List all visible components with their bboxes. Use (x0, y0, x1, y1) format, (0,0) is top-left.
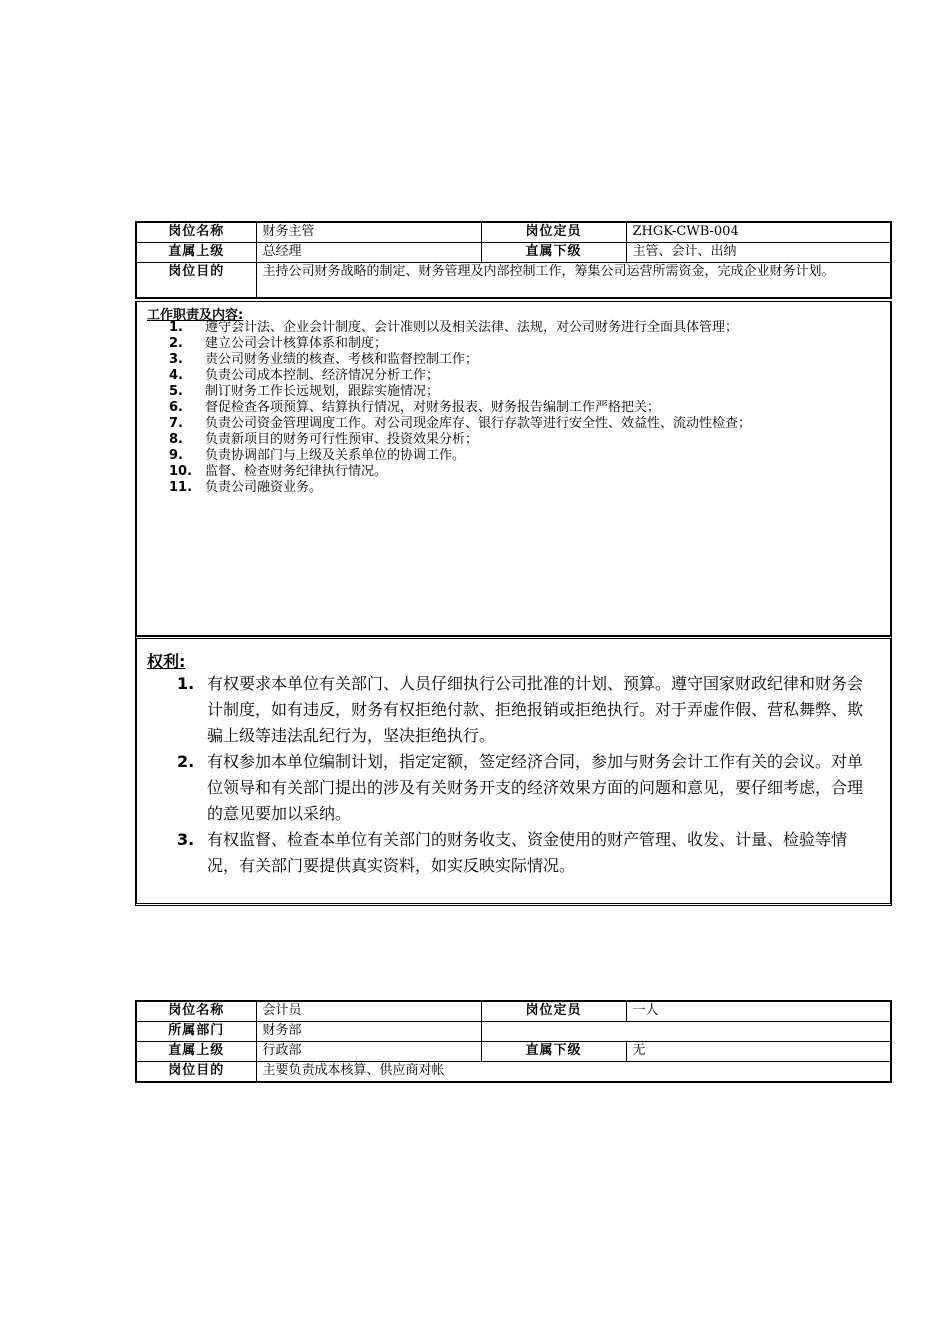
duty-text: 制订财务工作长远规划，跟踪实施情况； (205, 384, 440, 399)
job1-label-code: 岗位定员 (481, 222, 626, 243)
duty-text: 遵守会计法、企业会计制度、会计准则以及相关法律、法规，对公司财务进行全面具体管理； (205, 320, 739, 335)
job2-dept: 财务部 (256, 1022, 481, 1042)
duty-item (147, 400, 880, 416)
duty-text: 负责新项目的财务可行性预审、投资效果分析； (205, 432, 479, 447)
duty-text: 责公司财务业绩的核查、考核和监督控制工作； (205, 352, 479, 367)
job1-code: ZHGK-CWB-004 (626, 222, 891, 243)
duty-number: 6. (169, 400, 183, 415)
duty-item (147, 336, 880, 352)
duty-number: 8. (169, 432, 183, 447)
right-text: 有权参加本单位编制计划，指定定额，签定经济合同，参加与财务会计工作有关的会议。对单位领导和有关部门提出的涉及有关财务开支的经济效果方面的问题和意见，要仔细考虑，合理的意见要加以采纳。 (207, 752, 864, 823)
duty-item (147, 432, 880, 448)
job2-info-table (135, 1000, 892, 1083)
job1-rights-section (135, 636, 892, 906)
duties-title: 工作职责及内容: (147, 308, 244, 323)
duty-text: 负责公司融资业务。 (205, 480, 323, 495)
job2-code: 一人 (626, 1001, 891, 1022)
duty-text: 负责协调部门与上级及关系单位的协调工作。 (205, 448, 466, 463)
right-text: 有权要求本单位有关部门、人员仔细执行公司批准的计划、预算。遵守国家财政纪律和财务会计制度，如有违反，财务有权拒绝付款、拒绝报销或拒绝执行。对于弄虚作假、营私舞弊、欺骗上级等违法乱纪行为，坚决拒绝执行。 (207, 674, 864, 745)
duty-item (147, 464, 880, 480)
duty-item (147, 480, 880, 496)
job1-label-name: 岗位名称 (136, 222, 256, 243)
job2-row-superior (136, 1042, 891, 1062)
job2-label-name: 岗位名称 (136, 1001, 256, 1022)
job1-label-superior: 直属上级 (136, 243, 256, 263)
job2-row-dept (136, 1022, 891, 1042)
job1-row-name (136, 222, 891, 243)
duty-text: 负责公司资金管理调度工作。对公司现金库存、银行存款等进行安全性、效益性、流动性检查； (205, 416, 752, 431)
right-text: 有权监督、检查本单位有关部门的财务收支、资金使用的财产管理、收发、计量、检验等情况，有关部门要提供真实资料，如实反映实际情况。 (207, 830, 848, 875)
rights-list (147, 671, 880, 879)
duty-number: 3. (169, 352, 183, 367)
job2-label-dept: 所属部门 (136, 1022, 256, 1042)
duty-number: 5. (169, 384, 183, 399)
right-item (147, 671, 880, 749)
job1-duties-section (135, 301, 892, 636)
right-number: 1. (177, 674, 195, 693)
job2-label-superior: 直属上级 (136, 1042, 256, 1062)
duty-item (147, 352, 880, 368)
job1-subordinate: 主管、会计、出纳 (626, 243, 891, 263)
duty-item (147, 320, 880, 336)
job1-superior: 总经理 (256, 243, 481, 263)
right-item (147, 827, 880, 879)
job2-row-name (136, 1001, 891, 1022)
duty-item (147, 384, 880, 400)
right-number: 2. (177, 752, 195, 771)
duty-item (147, 448, 880, 464)
job1-row-purpose (136, 263, 891, 299)
job2-empty-cell (481, 1022, 891, 1042)
job1-label-subordinate: 直属下级 (481, 243, 626, 263)
duty-text: 督促检查各项预算、结算执行情况，对财务报表、财务报告编制工作严格把关； (205, 400, 661, 415)
rights-title: 权利: (147, 652, 186, 671)
job1-label-purpose: 岗位目的 (136, 263, 256, 299)
duties-list (147, 320, 880, 496)
duty-item (147, 416, 880, 432)
job2-superior: 行政部 (256, 1042, 481, 1062)
duty-item (147, 368, 880, 384)
job1-row-superior (136, 243, 891, 263)
duty-number: 2. (169, 336, 183, 351)
job2-label-subordinate: 直属下级 (481, 1042, 626, 1062)
job1-purpose: 主持公司财务战略的制定、财务管理及内部控制工作，筹集公司运营所需资金，完成企业财务计划。 (256, 263, 891, 299)
job2-subordinate: 无 (626, 1042, 891, 1062)
duty-text: 负责公司成本控制、经济情况分析工作； (205, 368, 440, 383)
job1-info-table (135, 221, 892, 299)
duty-number: 11. (169, 480, 193, 495)
duty-number: 4. (169, 368, 183, 383)
job2-name: 会计员 (256, 1001, 481, 1022)
duty-text: 建立公司会计核算体系和制度； (205, 336, 388, 351)
right-number: 3. (177, 830, 195, 849)
job2-label-code: 岗位定员 (481, 1001, 626, 1022)
duty-number: 7. (169, 416, 183, 431)
job2-label-purpose: 岗位目的 (136, 1062, 256, 1083)
duty-number: 10. (169, 464, 193, 479)
duty-number: 1. (169, 320, 183, 335)
job2-row-purpose (136, 1062, 891, 1083)
duty-text: 监督、检查财务纪律执行情况。 (205, 464, 388, 479)
job1-name: 财务主管 (256, 222, 481, 243)
job2-purpose: 主要负责成本核算、供应商对帐 (256, 1062, 891, 1083)
duty-number: 9. (169, 448, 183, 463)
right-item (147, 749, 880, 827)
